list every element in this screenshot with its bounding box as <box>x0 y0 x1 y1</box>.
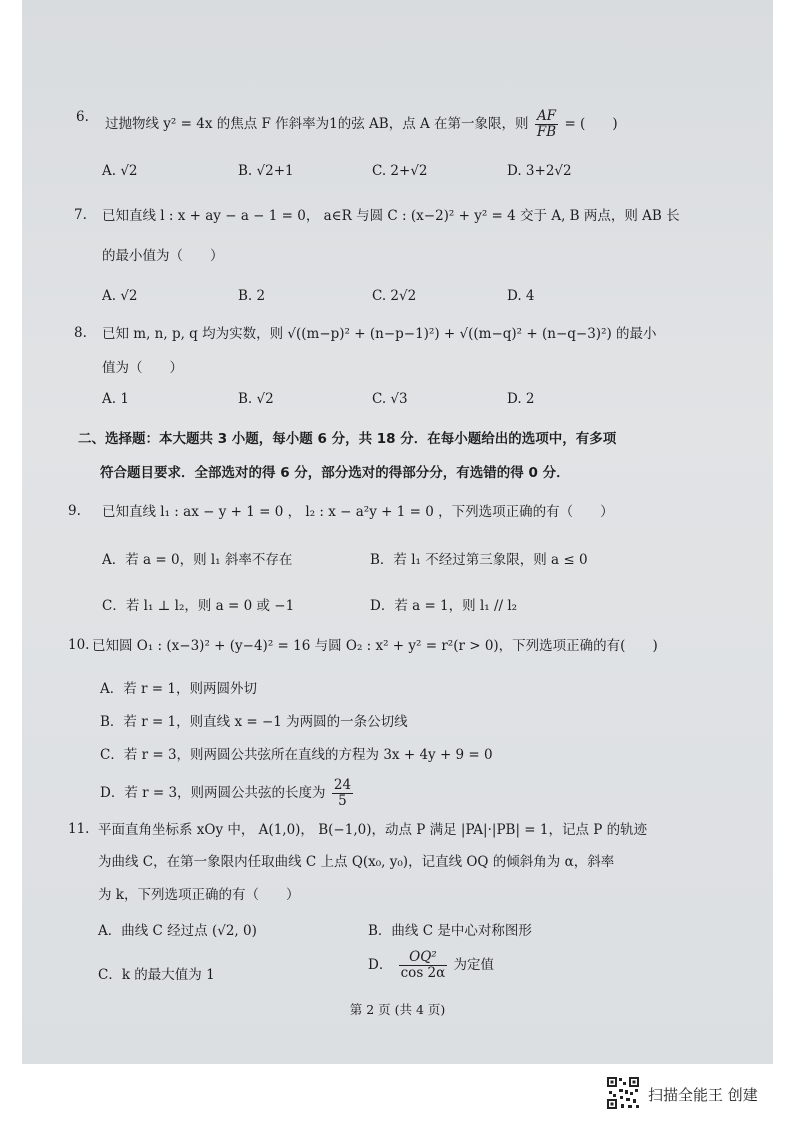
q7-number: 7. <box>74 207 87 223</box>
q10-optD-fraction <box>332 778 353 809</box>
q10-option-c: C．若 r = 3，则两圆公共弦所在直线的方程为 3x + 4y + 9 = 0 <box>100 747 493 763</box>
q6-frac-den: FB <box>536 124 557 140</box>
q11-line1: 平面直角坐标系 xOy 中， A(1,0)， B(−1,0)，动点 P 满足 |PA|·|PB| = 1，记点 P 的轨迹 <box>98 822 648 838</box>
q7-option-d: D. 4 <box>507 288 535 304</box>
q10-optD-den: 5 <box>338 793 347 809</box>
q6-option-b: B. √2+1 <box>238 163 294 179</box>
q11-optD-num: OQ² <box>399 950 448 966</box>
q11-option-d-label: D． <box>368 957 393 973</box>
camscanner-watermark: 扫描全能王 创建 <box>648 1086 758 1104</box>
q9-option-b: B．若 l₁ 不经过第三象限，则 a ≤ 0 <box>370 552 588 568</box>
q11-option-a: A．曲线 C 经过点 (√2, 0) <box>98 923 257 939</box>
q6-prefix: 过抛物线 y² = 4x 的焦点 F 作斜率为1的弦 AB，点 A 在第一象限，则 <box>105 116 529 132</box>
q7-option-a: A. √2 <box>102 288 138 304</box>
q11-option-c: C．k 的最大值为 1 <box>98 967 215 983</box>
q11-option-d <box>368 950 494 981</box>
q11-line2: 为曲线 C，在第一象限内任取曲线 C 上点 Q(x₀, y₀)，记直线 OQ 的倾斜角为 α，斜率 <box>98 854 615 870</box>
q11-line3: 为 k，下列选项正确的有（ ） <box>98 887 300 903</box>
q9-number: 9. <box>68 503 81 519</box>
q6-frac-num: AF <box>535 109 558 125</box>
q6-number: 6. <box>76 109 89 125</box>
q11-optD-suffix: 为定值 <box>453 957 495 973</box>
q8-option-d: D. 2 <box>507 391 535 407</box>
q8-line2: 值为（ ） <box>102 360 183 376</box>
q9-line1: 已知直线 l₁ : ax − y + 1 = 0 ， l₂ : x − a²y + 1 = 0 ，下列选项正确的有（ ） <box>102 504 614 520</box>
q10-option-d <box>100 778 355 809</box>
qr-code-icon <box>606 1076 640 1110</box>
q10-option-b: B．若 r = 1，则直线 x = −1 为两圆的一条公切线 <box>100 714 408 730</box>
q9-option-c: C．若 l₁ ⊥ l₂，则 a = 0 或 −1 <box>102 598 295 614</box>
q10-option-a: A．若 r = 1，则两圆外切 <box>100 681 257 697</box>
q11-optD-den: cos 2α <box>400 965 446 981</box>
section2-line1: 二、选择题：本大题共 3 小题，每小题 6 分，共 18 分．在每小题给出的选项中，有多项 <box>78 431 617 447</box>
q11-optD-fraction <box>399 950 448 981</box>
q8-line1: 已知 m, n, p, q 均为实数，则 √((m−p)² + (n−p−1)²) + √((m−q)² + (n−q−3)²) 的最小 <box>102 326 657 342</box>
q9-option-a: A．若 a = 0，则 l₁ 斜率不存在 <box>102 552 293 568</box>
exam-page <box>22 0 773 1064</box>
q8-number: 8. <box>74 325 87 341</box>
q9-option-d: D．若 a = 1，则 l₁ // l₂ <box>370 598 518 614</box>
q6-option-a: A. √2 <box>102 163 138 179</box>
q8-option-a: A. 1 <box>102 391 129 407</box>
q8-option-c: C. √3 <box>372 391 408 407</box>
q6-option-c: C. 2+√2 <box>372 163 428 179</box>
q10-optD-num: 24 <box>333 777 352 793</box>
q7-line1: 已知直线 l : x + ay − a − 1 = 0， a∈R 与圆 C : (x−2)² + y² = 4 交于 A, B 两点，则 AB 长 <box>102 208 680 224</box>
q6-stem <box>105 109 618 140</box>
q11-number: 11. <box>68 821 90 837</box>
q6-fraction <box>535 109 558 140</box>
q10-line1: 已知圆 O₁ : (x−3)² + (y−4)² = 16 与圆 O₂ : x² + y² = r²(r > 0)，下列选项正确的有( ) <box>92 638 658 654</box>
q6-option-d: D. 3+2√2 <box>507 163 572 179</box>
q7-option-b: B. 2 <box>238 288 266 304</box>
q6-suffix: = ( ) <box>564 116 618 132</box>
q11-option-b: B．曲线 C 是中心对称图形 <box>368 923 532 939</box>
q10-option-d-text: D．若 r = 3，则两圆公共弦的长度为 <box>100 785 326 801</box>
q7-option-c: C. 2√2 <box>372 288 417 304</box>
section2-line2: 符合题目要求．全部选对的得 6 分，部分选对的得部分分，有选错的得 0 分． <box>100 465 570 481</box>
q7-line2: 的最小值为（ ） <box>102 248 224 264</box>
q10-number: 10. <box>68 637 90 653</box>
page-footer: 第 2 页 (共 4 页) <box>349 1002 446 1017</box>
q8-option-b: B. √2 <box>238 391 274 407</box>
